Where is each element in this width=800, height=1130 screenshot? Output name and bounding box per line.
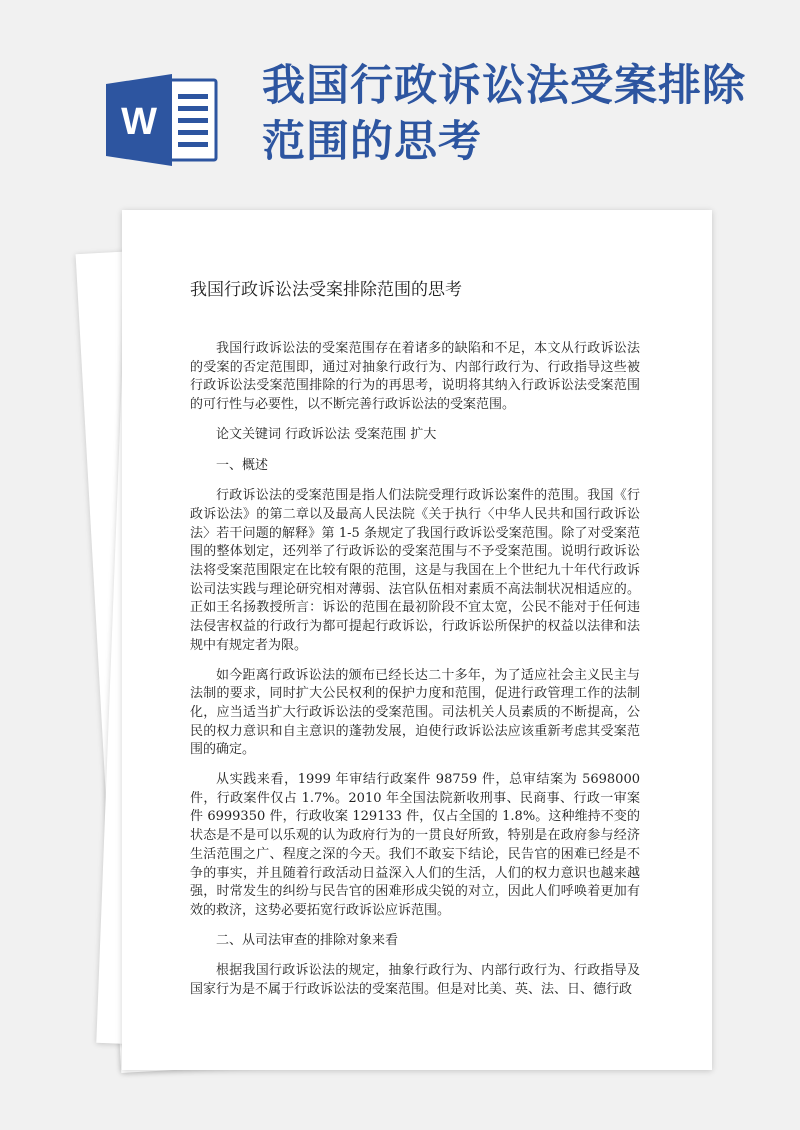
word-document-icon [106, 72, 218, 168]
body-paragraph: 从实践来看，1999 年审结行政案件 98759 件，总审结案为 5698000 件，行政案件仅占 1.7%。2010 年全国法院新收刑事、民商事、行政一审案件 6999350 件，行政收案 129133 件，仅占全国的 1.8%。这种维持不变的状态是不是可以乐观的认为政府行为的一贯良好所致，特别是在政府参与经济生活范围之广、程度之深的今天。我们不敢妄下结论，民告官的困难已经是不争的事实，并且随着行政活动日益深入人们的生活，人们的权力意识也越来越强，时常发生的纠纷与民告官的困难形成尖锐的对立，因此人们呼唤着更加有效的救济，这势必要拓宽行政诉讼应诉范围。 [190, 772, 640, 918]
document-title: 我国行政诉讼法受案排除范围的思考 [190, 280, 462, 300]
keywords-line: 论文关键词 行政诉讼法 受案范围 扩大 [216, 426, 437, 442]
section-heading: 一、概述 [216, 457, 269, 473]
body-paragraph: 如今距离行政诉讼法的颁布已经长达二十多年，为了适应社会主义民主与法制的要求，同时扩大公民权利的保护力度和范围，促进行政管理工作的法制化，应当适当扩大行政诉讼法的受案范围。司法机关人员素质的不断提高，公民的权力意识和自主意识的蓬勃发展，迫使行政诉讼法应该重新考虑其受案范围的确定。 [190, 667, 640, 758]
svg-text:W: W [121, 101, 157, 143]
section-heading: 二、从司法审查的排除对象来看 [216, 932, 399, 948]
body-paragraph: 行政诉讼法的受案范围是指人们法院受理行政诉讼案件的范围。我国《行政诉讼法》的第二章以及最高人民法院《关于执行〈中华人民共和国行政诉讼法〉若干问题的解释》第 1-5 条规定了我国行政诉讼受案范围。除了对受案范围的整体划定，还列举了行政诉讼的受案范围与不予受案范围。说明行政诉讼法将受案范围限定在比较有限的范围，这是与我国在上个世纪九十年代行政诉讼司法实践与理论研究相对薄弱、法官队伍相对素质不高法制状况相适应的。正如王名扬教授所言：诉讼的范围在最初阶段不宜太宽，公民不能对于任何违法侵害权益的行政行为都可提起行政诉讼，行政诉讼所保护的权益以法律和法规中有规定者为限。 [190, 488, 640, 653]
body-paragraph: 根据我国行政诉讼法的规定，抽象行政行为、内部行政行为、行政指导及国家行为是不属于行政诉讼法的受案范围。但是对比美、英、法、日、德行政 [190, 963, 640, 998]
abstract-paragraph: 我国行政诉讼法的受案范围存在着诸多的缺陷和不足，本文从行政诉讼法的受案的否定范围即，通过对抽象行政行为、内部行政行为、行政指导这些被行政诉讼法受案范围排除的行为的再思考，说明将其纳入行政诉讼法受案范围的可行性与必要性，以不断完善行政诉讼法的受案范围。 [190, 341, 640, 413]
banner-title: 我国行政诉讼法受案排除范围的思考 [262, 61, 746, 167]
document-body [190, 275, 640, 1011]
